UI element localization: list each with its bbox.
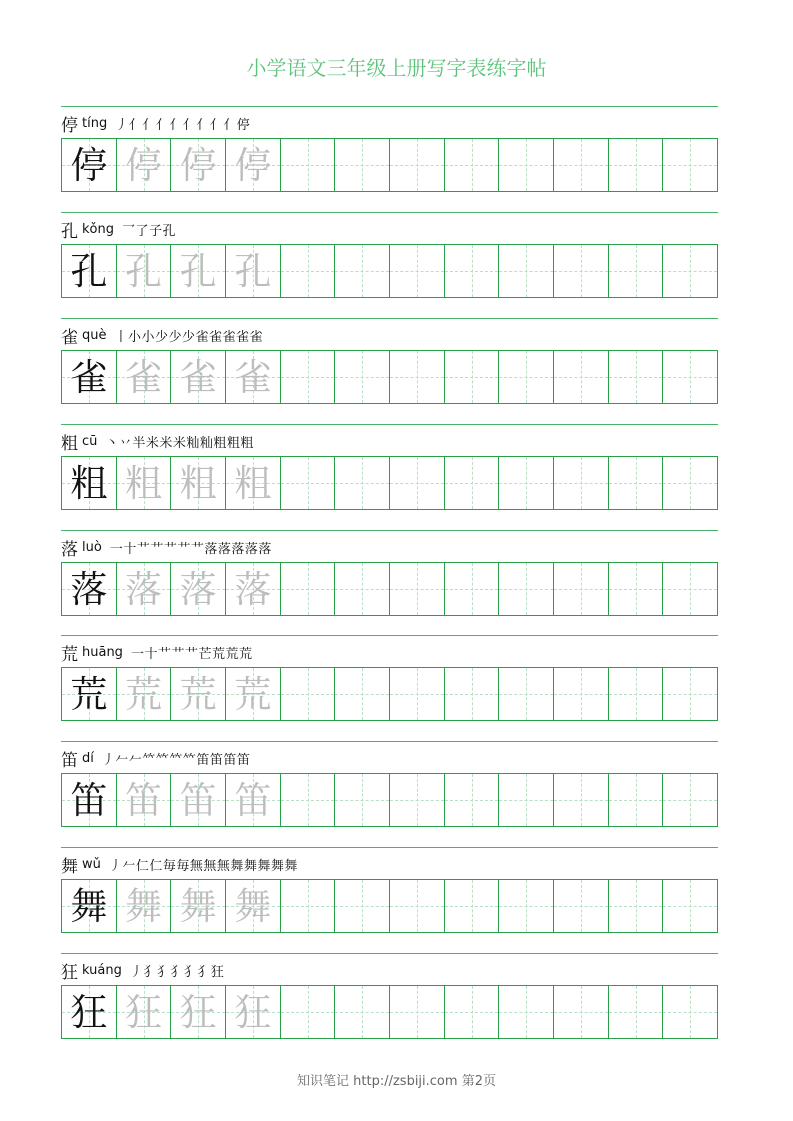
empty-cell[interactable]: [554, 457, 609, 509]
grid-cell[interactable]: [171, 774, 226, 826]
trace-char: 笛: [179, 778, 217, 822]
empty-cell[interactable]: [390, 668, 445, 720]
trace-char: 舞: [179, 884, 217, 928]
trace-char: 狂: [179, 990, 217, 1034]
empty-cell[interactable]: [663, 351, 717, 403]
empty-cell[interactable]: [335, 668, 390, 720]
pinyin: què: [82, 327, 107, 343]
trace-char: 荒: [234, 672, 272, 716]
model-char: 荒: [70, 672, 108, 716]
empty-cell[interactable]: [663, 880, 717, 932]
empty-cell[interactable]: [445, 668, 500, 720]
pinyin: tíng: [82, 115, 108, 131]
trace-char: 狂: [125, 990, 162, 1034]
empty-cell[interactable]: [390, 880, 445, 932]
grid-cell[interactable]: [171, 351, 226, 403]
header-char: 落: [61, 539, 78, 560]
model-char: 粗: [70, 461, 108, 505]
practice-row-4: [61, 424, 718, 514]
row-divider: [61, 847, 718, 848]
row-header: [61, 535, 272, 559]
pinyin: huāng: [82, 644, 123, 660]
empty-cell[interactable]: [281, 139, 336, 191]
grid-cell[interactable]: [117, 351, 172, 403]
practice-row-3: [61, 318, 718, 408]
row-header: [61, 429, 254, 453]
stroke-order: 丿犭犭犭犭犭狂: [129, 964, 225, 980]
empty-cell[interactable]: [554, 139, 609, 191]
empty-cell[interactable]: [663, 139, 717, 191]
practice-row-8: [61, 847, 718, 937]
grid-cell[interactable]: [171, 986, 226, 1038]
grid-cell[interactable]: [226, 245, 281, 297]
practice-row-6: [61, 635, 718, 725]
row-header: [61, 852, 298, 876]
row-header: [61, 958, 224, 982]
trace-char: 笛: [234, 778, 272, 822]
empty-cell[interactable]: [609, 774, 664, 826]
empty-cell[interactable]: [663, 668, 717, 720]
empty-cell[interactable]: [663, 986, 717, 1038]
empty-cell[interactable]: [445, 351, 500, 403]
empty-cell[interactable]: [609, 668, 664, 720]
trace-char: 雀: [125, 355, 162, 399]
empty-cell[interactable]: [499, 245, 554, 297]
grid-cell[interactable]: [171, 457, 226, 509]
header-char: 雀: [61, 327, 78, 348]
tian-grid: [61, 985, 718, 1039]
empty-cell[interactable]: [390, 351, 445, 403]
trace-char: 荒: [125, 672, 162, 716]
grid-cell[interactable]: [117, 880, 172, 932]
row-header: [61, 111, 250, 135]
grid-cell[interactable]: [62, 668, 117, 720]
empty-cell[interactable]: [281, 245, 336, 297]
trace-char: 笛: [125, 778, 162, 822]
footer: [0, 1070, 793, 1089]
empty-cell[interactable]: [445, 774, 500, 826]
tian-grid: [61, 244, 718, 298]
header-char: 狂: [61, 962, 78, 983]
pinyin: wǔ: [82, 856, 101, 872]
practice-row-7: [61, 741, 718, 831]
stroke-order: 丨小小少少少雀雀雀雀雀: [114, 329, 264, 345]
stroke-order: 乛了子孔: [121, 223, 176, 239]
empty-cell[interactable]: [445, 457, 500, 509]
grid-cell[interactable]: [117, 986, 172, 1038]
grid-cell[interactable]: [117, 563, 172, 615]
empty-cell[interactable]: [663, 457, 717, 509]
trace-char: 狂: [234, 990, 272, 1034]
grid-cell[interactable]: [226, 774, 281, 826]
row-divider: [61, 530, 718, 531]
grid-cell[interactable]: [117, 245, 172, 297]
row-divider: [61, 741, 718, 742]
tian-grid: [61, 879, 718, 933]
empty-cell[interactable]: [335, 139, 390, 191]
empty-cell[interactable]: [281, 774, 336, 826]
empty-cell[interactable]: [499, 563, 554, 615]
grid-cell[interactable]: [226, 668, 281, 720]
empty-cell[interactable]: [499, 457, 554, 509]
header-char: 停: [61, 115, 78, 136]
empty-cell[interactable]: [335, 563, 390, 615]
header-char: 孔: [61, 221, 78, 242]
empty-cell[interactable]: [554, 351, 609, 403]
grid-cell[interactable]: [117, 457, 172, 509]
grid-cell[interactable]: [117, 774, 172, 826]
grid-cell[interactable]: [171, 139, 226, 191]
grid-cell[interactable]: [226, 563, 281, 615]
empty-cell[interactable]: [499, 351, 554, 403]
trace-char: 停: [234, 143, 272, 187]
empty-cell[interactable]: [281, 880, 336, 932]
grid-cell[interactable]: [62, 563, 117, 615]
row-divider: [61, 212, 718, 213]
row-divider: [61, 318, 718, 319]
row-header: [61, 640, 252, 664]
practice-row-1: [61, 106, 718, 196]
empty-cell[interactable]: [390, 139, 445, 191]
grid-cell[interactable]: [62, 351, 117, 403]
model-char: 狂: [70, 990, 108, 1034]
pinyin: dí: [82, 750, 94, 766]
empty-cell[interactable]: [281, 563, 336, 615]
grid-cell[interactable]: [226, 457, 281, 509]
empty-cell[interactable]: [609, 563, 664, 615]
row-header: [61, 746, 250, 770]
tian-grid: [61, 350, 718, 404]
empty-cell[interactable]: [554, 563, 609, 615]
trace-char: 雀: [179, 355, 217, 399]
empty-cell[interactable]: [609, 457, 664, 509]
empty-cell[interactable]: [609, 245, 664, 297]
stroke-order: 一十艹艹艹艹艹落落落落落: [109, 541, 272, 557]
model-char: 停: [70, 143, 108, 187]
practice-row-2: [61, 212, 718, 302]
page-number: 第2页: [461, 1074, 496, 1089]
empty-cell[interactable]: [445, 563, 500, 615]
pinyin: luò: [82, 539, 102, 555]
empty-cell[interactable]: [445, 139, 500, 191]
header-char: 荒: [61, 644, 78, 665]
pinyin: cū: [82, 433, 98, 449]
grid-cell[interactable]: [226, 986, 281, 1038]
model-char: 雀: [70, 355, 108, 399]
stroke-order: 丿亻亻亻亻亻亻亻亻停: [115, 117, 251, 133]
grid-cell[interactable]: [62, 986, 117, 1038]
grid-cell[interactable]: [62, 774, 117, 826]
empty-cell[interactable]: [281, 351, 336, 403]
grid-cell[interactable]: [117, 668, 172, 720]
row-divider: [61, 424, 718, 425]
trace-char: 荒: [179, 672, 217, 716]
empty-cell[interactable]: [609, 351, 664, 403]
practice-row-9: [61, 953, 718, 1043]
header-char: 笛: [61, 750, 78, 771]
empty-cell[interactable]: [335, 457, 390, 509]
empty-cell[interactable]: [445, 986, 500, 1038]
tian-grid: [61, 773, 718, 827]
empty-cell[interactable]: [335, 880, 390, 932]
trace-char: 停: [179, 143, 217, 187]
trace-char: 舞: [234, 884, 272, 928]
trace-char: 粗: [125, 461, 162, 505]
empty-cell[interactable]: [390, 457, 445, 509]
empty-cell[interactable]: [335, 245, 390, 297]
empty-cell[interactable]: [554, 668, 609, 720]
trace-char: 落: [234, 567, 272, 611]
empty-cell[interactable]: [663, 563, 717, 615]
header-char: 粗: [61, 433, 78, 454]
empty-cell[interactable]: [335, 774, 390, 826]
empty-cell[interactable]: [554, 245, 609, 297]
trace-char: 停: [125, 143, 162, 187]
empty-cell[interactable]: [554, 880, 609, 932]
model-char: 孔: [70, 249, 108, 293]
header-char: 舞: [61, 856, 78, 877]
empty-cell[interactable]: [499, 139, 554, 191]
stroke-order: 丿𠂉仁仁毎毎無無無舞舞舞舞舞: [108, 858, 298, 874]
stroke-order: 丶丷半米米米籼籼粗粗粗: [105, 435, 254, 451]
practice-row-5: [61, 530, 718, 620]
tian-grid: [61, 138, 718, 192]
empty-cell[interactable]: [445, 245, 500, 297]
empty-cell[interactable]: [445, 880, 500, 932]
grid-cell[interactable]: [171, 668, 226, 720]
empty-cell[interactable]: [663, 245, 717, 297]
tian-grid: [61, 456, 718, 510]
trace-char: 落: [179, 567, 217, 611]
row-divider: [61, 953, 718, 954]
empty-cell[interactable]: [390, 245, 445, 297]
empty-cell[interactable]: [609, 139, 664, 191]
empty-cell[interactable]: [499, 986, 554, 1038]
grid-cell[interactable]: [226, 351, 281, 403]
model-char: 舞: [70, 884, 108, 928]
row-header: [61, 217, 176, 241]
trace-char: 粗: [234, 461, 272, 505]
pinyin: kǒng: [82, 221, 114, 237]
empty-cell[interactable]: [390, 774, 445, 826]
stroke-order: 丿𠂉𠂉𥫗𥫗𥫗𥫗笛笛笛笛: [101, 752, 251, 768]
row-divider: [61, 106, 718, 107]
grid-cell[interactable]: [226, 880, 281, 932]
tian-grid: [61, 562, 718, 616]
trace-char: 孔: [125, 249, 162, 293]
grid-cell[interactable]: [117, 139, 172, 191]
pinyin: kuáng: [82, 962, 122, 978]
empty-cell[interactable]: [499, 774, 554, 826]
tian-grid: [61, 667, 718, 721]
model-char: 落: [70, 567, 108, 611]
empty-cell[interactable]: [390, 563, 445, 615]
empty-cell[interactable]: [499, 880, 554, 932]
page-title: 小学语文三年级上册写字表练字帖: [246, 56, 547, 80]
empty-cell[interactable]: [281, 457, 336, 509]
empty-cell[interactable]: [499, 668, 554, 720]
stroke-order: 一十艹艹艹芒荒荒荒: [130, 646, 253, 662]
empty-cell[interactable]: [554, 986, 609, 1038]
grid-cell[interactable]: [171, 245, 226, 297]
grid-cell[interactable]: [62, 457, 117, 509]
trace-char: 落: [125, 567, 162, 611]
empty-cell[interactable]: [335, 986, 390, 1038]
row-divider: [61, 635, 718, 636]
empty-cell[interactable]: [554, 774, 609, 826]
trace-char: 雀: [234, 355, 272, 399]
footer-source: 知识笔记 http://zsbiji.com: [297, 1074, 458, 1089]
grid-cell[interactable]: [226, 139, 281, 191]
trace-char: 孔: [234, 249, 272, 293]
empty-cell[interactable]: [335, 351, 390, 403]
empty-cell[interactable]: [281, 986, 336, 1038]
grid-cell[interactable]: [62, 245, 117, 297]
empty-cell[interactable]: [609, 880, 664, 932]
grid-cell[interactable]: [171, 563, 226, 615]
empty-cell[interactable]: [390, 986, 445, 1038]
grid-cell[interactable]: [171, 880, 226, 932]
trace-char: 舞: [125, 884, 162, 928]
empty-cell[interactable]: [663, 774, 717, 826]
trace-char: 孔: [179, 249, 217, 293]
grid-cell[interactable]: [62, 139, 117, 191]
grid-cell[interactable]: [62, 880, 117, 932]
empty-cell[interactable]: [609, 986, 664, 1038]
empty-cell[interactable]: [281, 668, 336, 720]
model-char: 笛: [70, 778, 108, 822]
row-header: [61, 323, 263, 347]
trace-char: 粗: [179, 461, 217, 505]
